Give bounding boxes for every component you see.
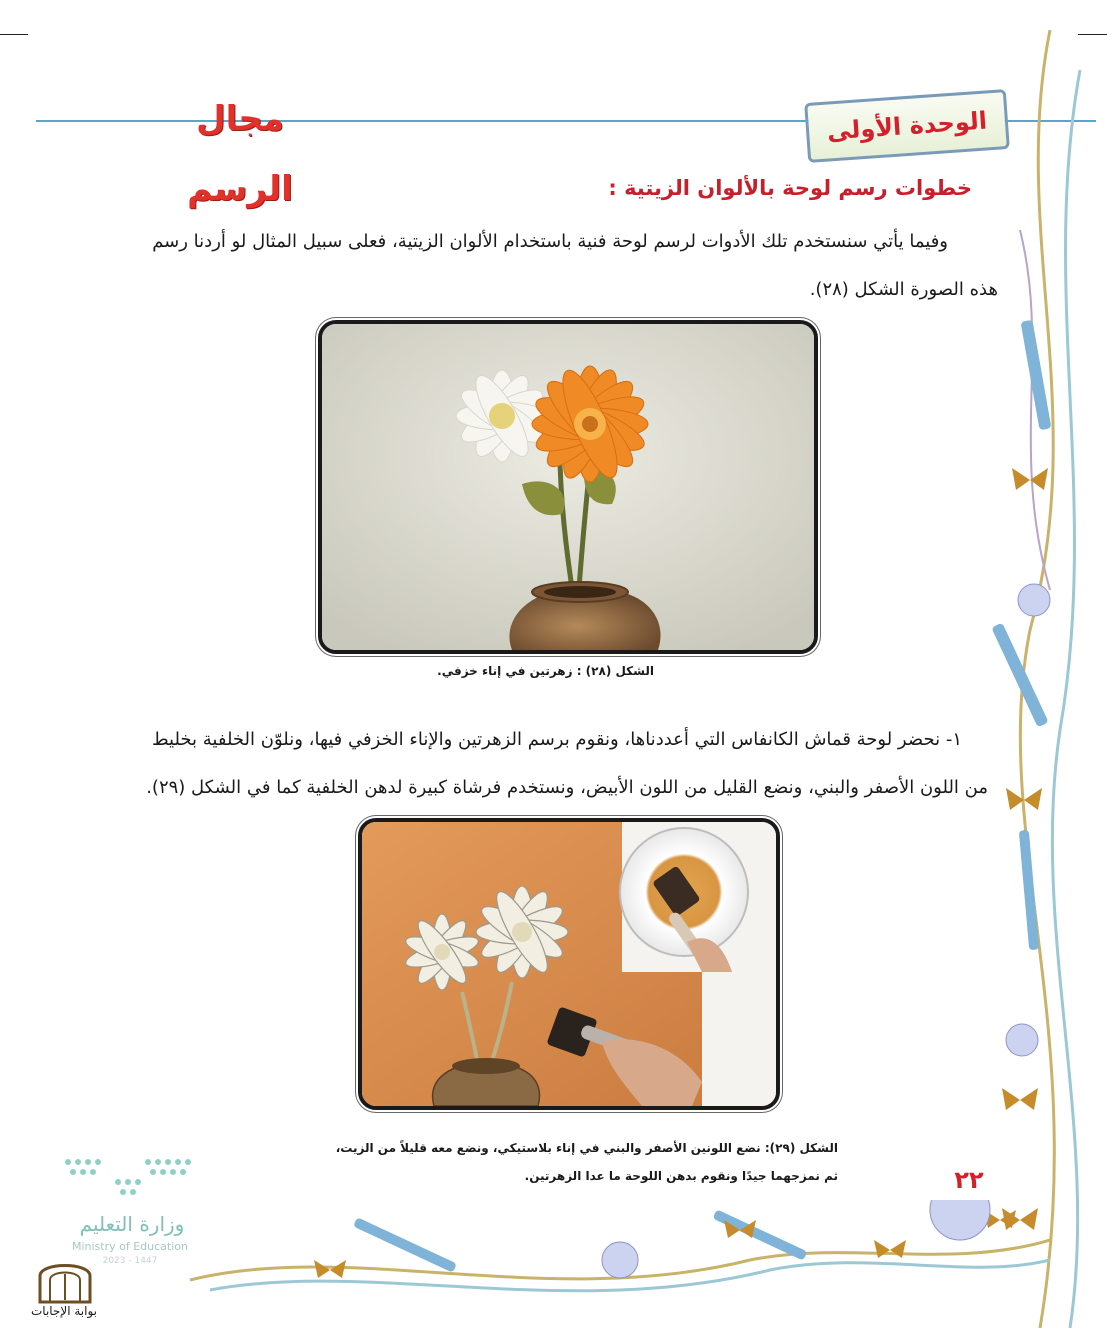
figure-29-caption: [290, 1134, 838, 1190]
step-1-line-2: من اللون الأصفر والبني، ونضع القليل من اللون الأبيض، ونستخدم فرشاة كبيرة لدهن الخلفية كما في الشكل (٢٩).: [146, 777, 988, 798]
figure-28-image: [318, 320, 818, 654]
unit-label: الوحدة الأولى: [804, 89, 1010, 163]
step-1-line-1: ١- نحضر لوحة قماش الكانفاس التي أعددناها، ونقوم برسم الزهرتين والإناء الخزفي فيها، ونلوّن الخلفية بخليط: [151, 729, 962, 750]
figure-29-caption-line-2: ثم نمزجهما جيدًا ونقوم بدهن اللوحة ما عدا الزهرتين.: [524, 1169, 838, 1183]
painting-background-illustration: [362, 822, 776, 1106]
page-number: ٢٢: [954, 1166, 984, 1194]
ministry-year: 2023 - 1447: [102, 1256, 158, 1266]
steps-heading: خطوات رسم لوحة بالألوان الزيتية :: [608, 176, 972, 200]
flowers-vase-illustration: [322, 324, 814, 650]
figure-28-caption: الشكل (٢٨) : زهرتين في إناء خزفي.: [437, 664, 654, 678]
section-title: مجال الرسم: [187, 99, 293, 209]
decorative-border-bottom: [150, 1200, 1050, 1320]
crop-mark-left: [0, 34, 28, 35]
figure-29-caption-line-1: الشكل (٢٩): نضع اللونين الأصفر والبني في إناء بلاستيكي، ونضع معه قليلاً من الزيت،: [335, 1141, 838, 1155]
figure-29-image: [358, 818, 780, 1110]
gateway-badge-label: بوابة الإجابات: [30, 1304, 97, 1318]
ministry-name-english: Ministry of Education: [71, 1240, 188, 1253]
intro-line-2: هذه الصورة الشكل (٢٨).: [809, 279, 998, 300]
pencil-icon: [1021, 320, 1052, 430]
intro-line-1: وفيما يأتي سنستخدم تلك الأدوات لرسم لوحة فنية باستخدام الألوان الزيتية، فعلى سبيل المثال لو أردنا رسم: [152, 231, 948, 252]
decorative-border-right: [990, 30, 1107, 1328]
ministry-name-arabic: وزارة التعليم: [79, 1212, 185, 1236]
